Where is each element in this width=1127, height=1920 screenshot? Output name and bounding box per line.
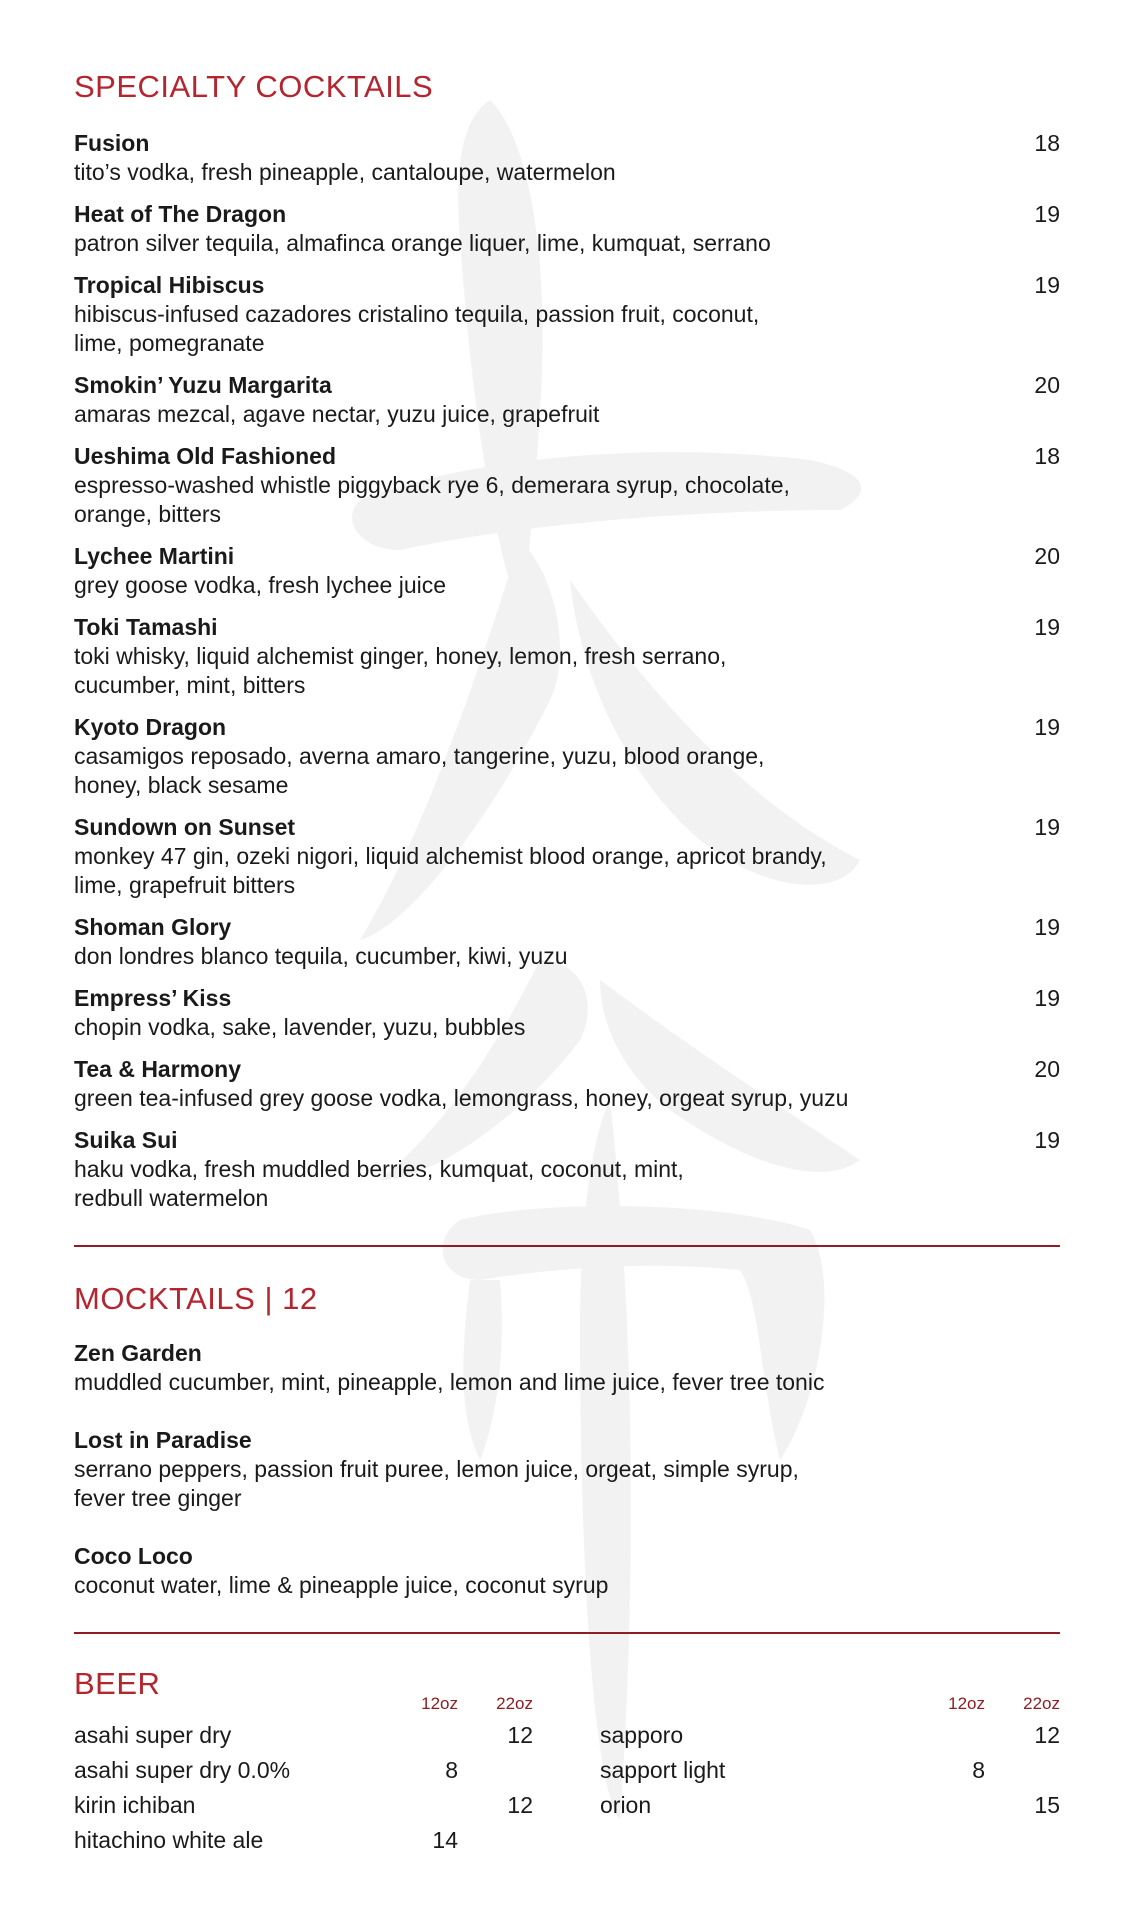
- item-price: 19: [1034, 714, 1060, 740]
- beer-name: asahi super dry: [74, 1722, 232, 1748]
- item-name: Lychee Martini: [74, 543, 235, 569]
- item-name: Fusion: [74, 130, 150, 156]
- beer-row: [600, 1718, 1060, 1753]
- item-description: haku vodka, fresh muddled berries, kumquat, coconut, mint, redbull watermelon: [74, 1156, 684, 1211]
- item-price: 19: [1034, 814, 1060, 840]
- item-price: 19: [1034, 201, 1060, 227]
- menu-item: [74, 1126, 1060, 1213]
- item-price: 18: [1034, 443, 1060, 469]
- mocktails-title: MOCKTAILS | 12: [74, 1281, 318, 1316]
- beer-row: [600, 1753, 1060, 1788]
- beer-row: [74, 1788, 533, 1823]
- item-price: 20: [1034, 372, 1060, 398]
- item-price: 19: [1034, 1127, 1060, 1153]
- item-price: 20: [1034, 543, 1060, 569]
- menu-item: [74, 813, 1060, 900]
- beer-name: sapport light: [600, 1757, 726, 1783]
- beer-price-22oz: 12: [507, 1722, 533, 1748]
- menu-item: [74, 1339, 1060, 1397]
- beer-row: [74, 1718, 533, 1753]
- menu-item: [74, 271, 1060, 358]
- item-name: Zen Garden: [74, 1340, 202, 1366]
- beer-column-right: [600, 1688, 1060, 1823]
- beer-size-header: [74, 1688, 533, 1718]
- menu-item: [74, 371, 1060, 429]
- beer-price-22oz: 12: [1034, 1722, 1060, 1748]
- size-22oz-label: 22oz: [496, 1694, 533, 1713]
- item-name: Coco Loco: [74, 1543, 193, 1569]
- item-name: Toki Tamashi: [74, 614, 218, 640]
- beer-column-left: [74, 1688, 533, 1858]
- item-price: 20: [1034, 1056, 1060, 1082]
- item-description: casamigos reposado, averna amaro, tangerine, yuzu, blood orange, honey, black sesame: [74, 743, 765, 798]
- beer-price-22oz: 12: [507, 1792, 533, 1818]
- item-description: hibiscus-infused cazadores cristalino tequila, passion fruit, coconut, lime, pomegranate: [74, 301, 760, 356]
- item-name: Kyoto Dragon: [74, 714, 227, 740]
- item-description: grey goose vodka, fresh lychee juice: [74, 572, 447, 598]
- specialty-cocktails-list: [74, 129, 1060, 1226]
- item-description: serrano peppers, passion fruit puree, lemon juice, orgeat, simple syrup, fever tree ginger: [74, 1456, 799, 1511]
- beer-name: orion: [600, 1792, 652, 1818]
- item-description: amaras mezcal, agave nectar, yuzu juice, grapefruit: [74, 401, 600, 427]
- menu-item: [74, 984, 1060, 1042]
- item-description: monkey 47 gin, ozeki nigori, liquid alchemist blood orange, apricot brandy, lime, grapefruit bitters: [74, 843, 827, 898]
- size-12oz-label: 12oz: [421, 1694, 458, 1713]
- item-price: 18: [1034, 130, 1060, 156]
- item-name: Heat of The Dragon: [74, 201, 287, 227]
- menu-item: [74, 613, 1060, 700]
- beer-name: hitachino white ale: [74, 1827, 264, 1853]
- beer-price-12oz: 14: [432, 1827, 458, 1853]
- item-price: 19: [1034, 614, 1060, 640]
- item-description: chopin vodka, sake, lavender, yuzu, bubbles: [74, 1014, 526, 1040]
- menu-item: [74, 913, 1060, 971]
- menu-item: [74, 542, 1060, 600]
- item-price: 19: [1034, 914, 1060, 940]
- menu-item: [74, 1426, 1060, 1513]
- item-description: patron silver tequila, almafinca orange liquer, lime, kumquat, serrano: [74, 230, 771, 256]
- item-name: Ueshima Old Fashioned: [74, 443, 336, 469]
- item-name: Lost in Paradise: [74, 1427, 252, 1453]
- specialty-cocktails-title: SPECIALTY COCKTAILS: [74, 69, 434, 104]
- beer-size-header: [600, 1688, 1060, 1718]
- item-description: toki whisky, liquid alchemist ginger, honey, lemon, fresh serrano, cucumber, mint, bitters: [74, 643, 727, 698]
- item-price: 19: [1034, 985, 1060, 1011]
- beer-row: [74, 1753, 533, 1788]
- section-divider: [74, 1245, 1060, 1247]
- item-price: 19: [1034, 272, 1060, 298]
- item-name: Smokin’ Yuzu Margarita: [74, 372, 332, 398]
- item-name: Tea & Harmony: [74, 1056, 242, 1082]
- menu-item: [74, 1542, 1060, 1600]
- item-description: muddled cucumber, mint, pineapple, lemon and lime juice, fever tree tonic: [74, 1369, 825, 1395]
- item-name: Suika Sui: [74, 1127, 178, 1153]
- item-name: Shoman Glory: [74, 914, 232, 940]
- beer-name: asahi super dry 0.0%: [74, 1757, 291, 1783]
- item-description: tito’s vodka, fresh pineapple, cantaloupe, watermelon: [74, 159, 616, 185]
- beer-row: [74, 1823, 533, 1858]
- beer-price-12oz: 8: [445, 1757, 458, 1783]
- menu-item: [74, 129, 1060, 187]
- item-name: Sundown on Sunset: [74, 814, 296, 840]
- menu-item: [74, 713, 1060, 800]
- size-12oz-label: 12oz: [948, 1694, 985, 1713]
- beer-price-12oz: 8: [972, 1757, 985, 1783]
- mocktails-list: [74, 1339, 1060, 1629]
- item-name: Tropical Hibiscus: [74, 272, 265, 298]
- item-description: don londres blanco tequila, cucumber, kiwi, yuzu: [74, 943, 568, 969]
- item-description: green tea-infused grey goose vodka, lemongrass, honey, orgeat syrup, yuzu: [74, 1085, 849, 1111]
- section-divider: [74, 1632, 1060, 1634]
- item-description: espresso-washed whistle piggyback rye 6, demerara syrup, chocolate, orange, bitters: [74, 472, 790, 527]
- item-description: coconut water, lime & pineapple juice, coconut syrup: [74, 1572, 609, 1598]
- beer-row: [600, 1788, 1060, 1823]
- menu-item: [74, 442, 1060, 529]
- beer-name: kirin ichiban: [74, 1792, 196, 1818]
- size-22oz-label: 22oz: [1023, 1694, 1060, 1713]
- beer-price-22oz: 15: [1034, 1792, 1060, 1818]
- menu-item: [74, 1055, 1060, 1113]
- beer-title: BEER: [74, 1666, 161, 1701]
- beer-name: sapporo: [600, 1722, 684, 1748]
- menu-item: [74, 200, 1060, 258]
- item-name: Empress’ Kiss: [74, 985, 232, 1011]
